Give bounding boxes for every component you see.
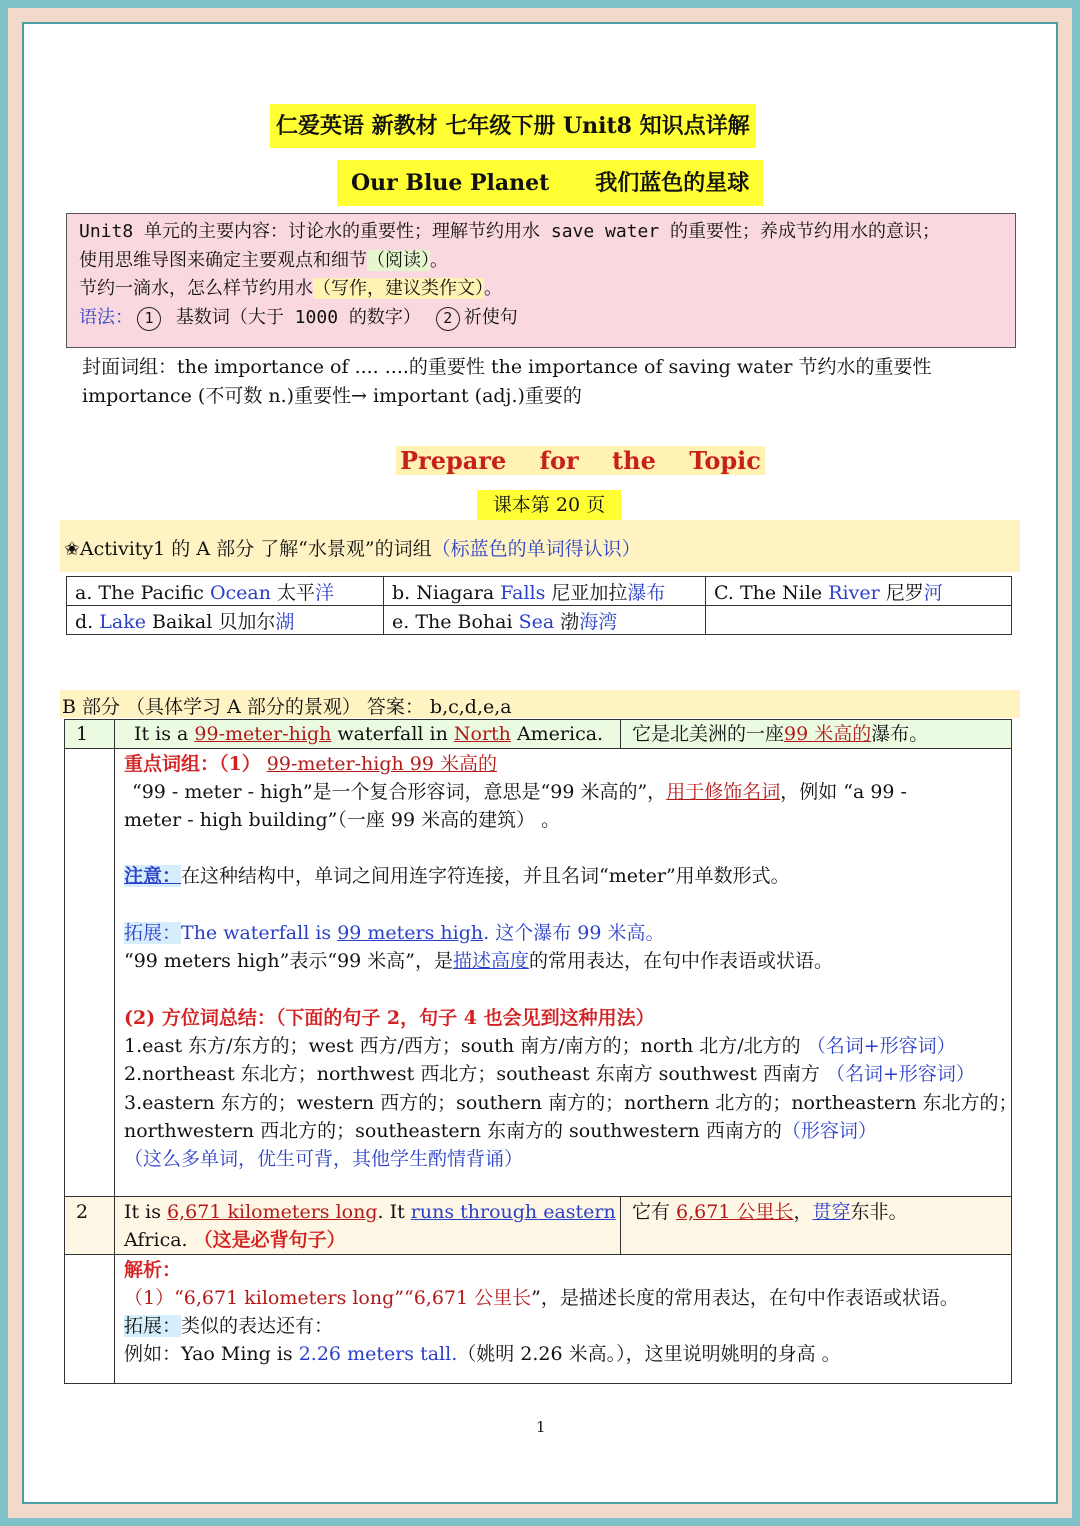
grid-line (114, 719, 115, 1384)
grid-line (1011, 719, 1012, 1384)
partB-text: B 部分 （具体学习 A 部分的景观） 答案： b,c,d,e,a (62, 696, 512, 718)
vocab-cell: e. The Bohai Sea 渤海湾 (384, 606, 706, 635)
row2-translation: 它有 6,671 公里长，贯穿东非。 (632, 1201, 908, 1223)
reading-tag: （阅读） (367, 249, 430, 271)
row1-number: 1 (76, 723, 89, 745)
grid-line (620, 1196, 621, 1255)
summary-line-1: Unit8 单元的主要内容：讨论水的重要性；理解节约用水 save water 的重要性；养成节约用水的意识； (79, 221, 941, 242)
summary-line-2: 使用思维导图来确定主要观点和细节（阅读）。 (79, 249, 448, 271)
unit-title (337, 160, 763, 206)
grid-line (64, 719, 65, 1384)
row2-sentence-line-1: It is 6,671 kilometers long. It runs through eastern (124, 1201, 616, 1223)
vocab-cell: b. Niagara Falls 尼亚加拉瀑布 (384, 577, 706, 606)
row2-extension: 拓展：类似的表达还有： (124, 1315, 334, 1337)
cover-phrase-line-1: 封面词组：the importance of .... ....的重要性 the importance of saving water 节约水的重要性 (82, 356, 932, 378)
row1-note: 注意：在这种结构中，单词之间用连字符连接，并且名词“meter”用单数形式。 (124, 865, 790, 887)
page-reference: 课本第 20 页 (477, 490, 621, 520)
summary-line-3: 节约一滴水，怎么样节约用水（写作，建议类作文）。 (79, 278, 502, 299)
circled-number-1: 1 (137, 307, 161, 331)
grid-line (620, 719, 621, 749)
vocab-table (66, 576, 1012, 635)
row2-example: 例如：Yao Ming is 2.26 meters tall.（姚明 2.26 米高。），这里说明姚明的身高 。 (124, 1343, 841, 1365)
row1-explanation-2: meter - high building”（一座 99 米高的建筑） 。 (124, 809, 561, 831)
grid-line (64, 1196, 1012, 1197)
row1-extension-2: “99 meters high”表示“99 米高”，是描述高度的常用表达，在句中作表语或状语。 (124, 950, 834, 972)
row2-analysis-label: 解析： (124, 1259, 182, 1281)
row2-analysis-1: （1）“6,671 kilometers long”“6,671 公里长”，是描述长度的常用表达，在句中作表语或状语。 (124, 1287, 959, 1309)
row2-number: 2 (76, 1201, 89, 1223)
grid-line (64, 1383, 1012, 1384)
activity1-text: ✬Activity1 的 A 部分 了解“水景观”的词组（标蓝色的单词得认识） (64, 538, 641, 560)
direction-line-5: （这么多单词，优生可背，其他学生酌情背诵） (124, 1148, 524, 1170)
unit-title-en: Our Blue Planet (351, 170, 550, 196)
unit-title-cn: 我们蓝色的星球 (595, 170, 750, 196)
unit-summary-box (66, 213, 1016, 348)
writing-tag: （写作，建议类作文） (313, 278, 484, 299)
cover-phrase-line-2: importance (不可数 n.)重要性→ important (adj.)重要的 (82, 385, 582, 407)
direction-line-4: northwestern 西北方的；southeastern 东南方的 southwestern 西南方的（形容词） (124, 1120, 877, 1142)
row1-extension: 拓展：The waterfall is 99 meters high. 这个瀑布 99 米高。 (124, 922, 665, 944)
table-row (67, 606, 1012, 635)
direction-line-1: 1.east 东方/东方的；west 西方/西方；south 南方/南方的；north 北方/北方的 （名词+形容词） (124, 1035, 956, 1057)
row1-translation: 它是北美洲的一座99 米高的瀑布。 (632, 723, 929, 745)
circled-number-2: 2 (436, 307, 460, 331)
row1-direction-heading: (2) 方位词总结：（下面的句子 2，句子 4 也会见到这种用法） (124, 1007, 655, 1029)
vocab-cell (706, 606, 1012, 635)
row1-key-phrase: 重点词组：（1） 99-meter-high 99 米高的 (124, 753, 497, 775)
row2-sentence-line-2: Africa. （这是必背句子） (124, 1229, 346, 1251)
vocab-cell: C. The Nile River 尼罗河 (706, 577, 1012, 606)
table-row (67, 577, 1012, 606)
star-icon: ✬ (64, 538, 80, 560)
direction-line-2: 2.northeast 东北方；northwest 西北方；southeast 东南方 southwest 西南方 （名词+形容词） (124, 1063, 975, 1085)
document-title: 仁爱英语 新教材 七年级下册 Unit8 知识点详解 (270, 104, 756, 148)
row1-explanation-1: “99 - meter - high”是一个复合形容词，意思是“99 米高的”，用于修饰名词，例如 “a 99 - (132, 781, 907, 803)
prepare-heading: Prepare for the Topic (396, 446, 765, 475)
direction-line-3: 3.eastern 东方的；western 西方的；southern 南方的；northern 北方的；northeastern 东北方的； (124, 1092, 1018, 1114)
vocab-cell: d. Lake Baikal 贝加尔湖 (67, 606, 384, 635)
summary-line-4: 语法： 1 基数词（大于 1000 的数字） 2 祈使句 (79, 304, 1003, 333)
row1-sentence: It is a 99-meter-high waterfall in North America. (134, 723, 604, 745)
grammar-label: 语法： (79, 306, 133, 328)
page-number: 1 (536, 1418, 546, 1436)
vocab-cell: a. The Pacific Ocean 太平洋 (67, 577, 384, 606)
